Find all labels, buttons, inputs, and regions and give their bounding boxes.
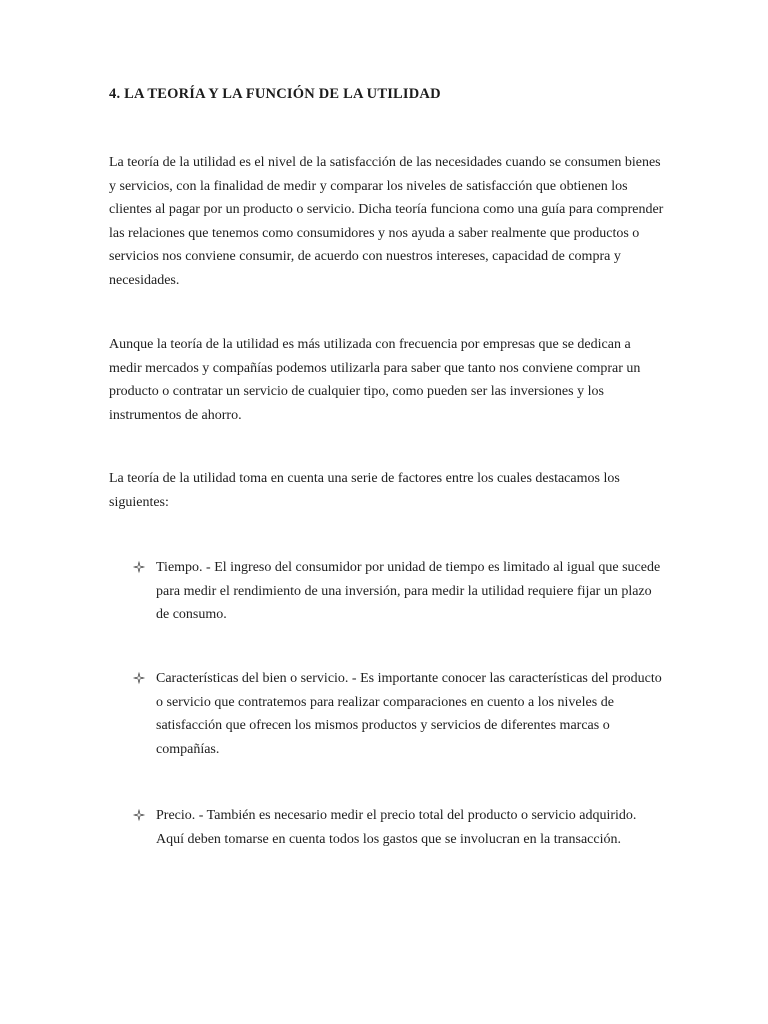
list-item-text: Características del bien o servicio. - Es importante conocer las características del producto o servicio que contratemos para realizar comparaciones en cuento a los niveles de satisfacción que ofrecen los mismos productos y servicios de diferentes marcas o compañías. xyxy=(156,671,662,757)
diamond-bullet-icon xyxy=(132,560,146,574)
paragraph-factors-intro: La teoría de la utilidad toma en cuenta una serie de factores entre los cuales destacamos los siguientes: xyxy=(109,471,620,510)
section-heading: 4. LA TEORÍA Y LA FUNCIÓN DE LA UTILIDAD xyxy=(109,86,441,102)
paragraph-utility-definition: La teoría de la utilidad es el nivel de la satisfacción de las necesidades cuando se consumen bienes y servicios, con la finalidad de medir y comparar los niveles de satisfacción que obtienen los clientes al pagar por un producto o servicio. Dicha teoría funciona como una guía para comprender las relaciones que tenemos como consumidores y nos ayuda a saber realmente que productos o servicios nos conviene consumir, de acuerdo con nuestros intereses, capacidad de compra y necesidades. xyxy=(109,155,664,288)
list-item-text: Tiempo. - El ingreso del consumidor por unidad de tiempo es limitado al igual que sucede para medir el rendimiento de una inversión, para medir la utilidad requiere fijar un plazo de consumo. xyxy=(156,560,661,622)
diamond-bullet-icon xyxy=(132,808,146,822)
diamond-bullet-icon xyxy=(132,671,146,685)
list-item-text: Precio. - También es necesario medir el precio total del producto o servicio adquirido. Aquí deben tomarse en cuenta todos los gastos que se involucran en la transacción. xyxy=(156,808,637,847)
paragraph-utility-usage: Aunque la teoría de la utilidad es más utilizada con frecuencia por empresas que se dedican a medir mercados y compañías podemos utilizarla para saber que tanto nos conviene comprar un producto o contratar un servicio de cualquier tipo, como pueden ser las inversiones y los instrumentos de ahorro. xyxy=(109,337,641,423)
